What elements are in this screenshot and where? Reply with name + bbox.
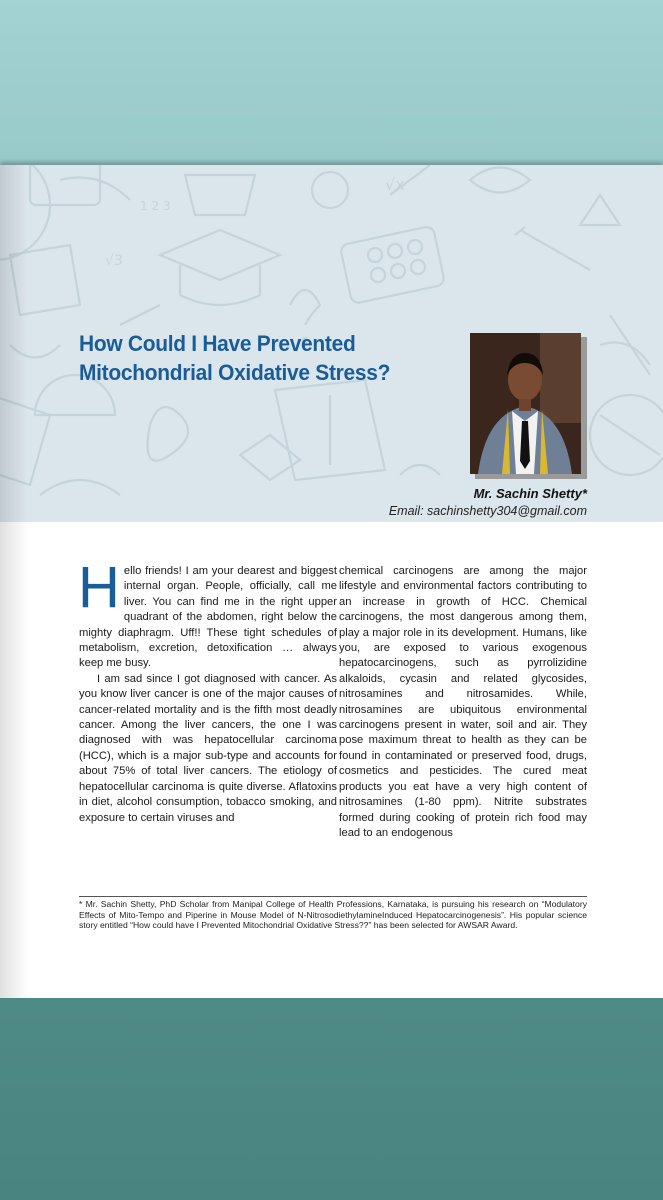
- left-column: [78, 555, 337, 826]
- paragraph-intro: [78, 555, 337, 672]
- article-header: [0, 165, 663, 522]
- author-photo-icon: [470, 333, 581, 474]
- article-title: [79, 329, 432, 387]
- right-column: [339, 564, 587, 841]
- bottom-background-band: [0, 998, 663, 1200]
- paragraph-diagnosis: I am sad since I got diagnosed with cancer. As you know liver cancer is one of the major causes of cancer-related mortality and is the fifth most deadly cancer. Among the liver cancers, the one I was diagnosed with was hepatocellular carcinoma (HCC), which is a major sub-type and accounts for about 75% of total liver cancers. The etiology of hepatocellular carcinoma is quite diverse. Aflatoxins in diet, alcohol consumption, tobacco smoking, and exposure to certain viruses and: [79, 672, 337, 824]
- title-line-2: Mitochondrial Oxidative Stress?: [79, 360, 391, 385]
- author-name: Mr. Sachin Shetty*: [473, 486, 587, 501]
- magazine-page: [0, 165, 663, 998]
- svg-text:1 2 3: 1 2 3: [140, 199, 171, 213]
- author-photo: [470, 333, 581, 474]
- drop-cap: H: [78, 555, 120, 620]
- paragraph-intro-text: ello friends! I am your dearest and biggest internal organ. People, officially, call me liver. You can find me in the right upper quadrant of the abdomen, right below the mighty diaphragm. Uff!! These tight schedules of metabolism, excretion, detoxification … always keep me busy.: [79, 565, 337, 670]
- footnote-divider: [79, 896, 587, 897]
- footnote: * Mr. Sachin Shetty, PhD Scholar from Manipal College of Health Professions, Karnataka, is pursuing his research on “Modulatory Effects of Mito-Tempo and Piperine in Mouse Model of N-NitrosodiethylamineInduced Hepatocarcinogenesis”. His popular science story entitled “How could have I Prevented Mitochondrial Oxidative Stress??” has been selected for AWSAR Award.: [79, 899, 587, 931]
- paragraph-carcinogens: chemical carcinogens are among the major lifestyle and environmental factors contributing to an increase in growth of HCC. Chemical carcinogens, the most dangerous among them, play a major role in its development. Humans, like you, are exposed to various exogenous hepatocarcinogens, such as pyrrolizidine alkaloids, cycasin and related glycosides, nitrosamines and nitrosamides. While, nitrosamines are ubiquitous environmental carcinogens present in water, soil and air. They pose maximum threat to health as they can be found in contaminated or preserved food, drugs, cosmetics and pesticides. The cured meat products you eat have a very high content of nitrosamines (1-80 ppm). Nitrite substrates formed during cooking of protein rich food may lead to an endogenous: [339, 565, 587, 839]
- title-line-1: How Could I Have Prevented: [79, 331, 356, 356]
- author-email: Email: sachinshetty304@gmail.com: [388, 504, 587, 518]
- top-background-band: [0, 0, 663, 165]
- svg-text:√3: √3: [105, 253, 123, 269]
- svg-text:√x: √x: [385, 175, 405, 194]
